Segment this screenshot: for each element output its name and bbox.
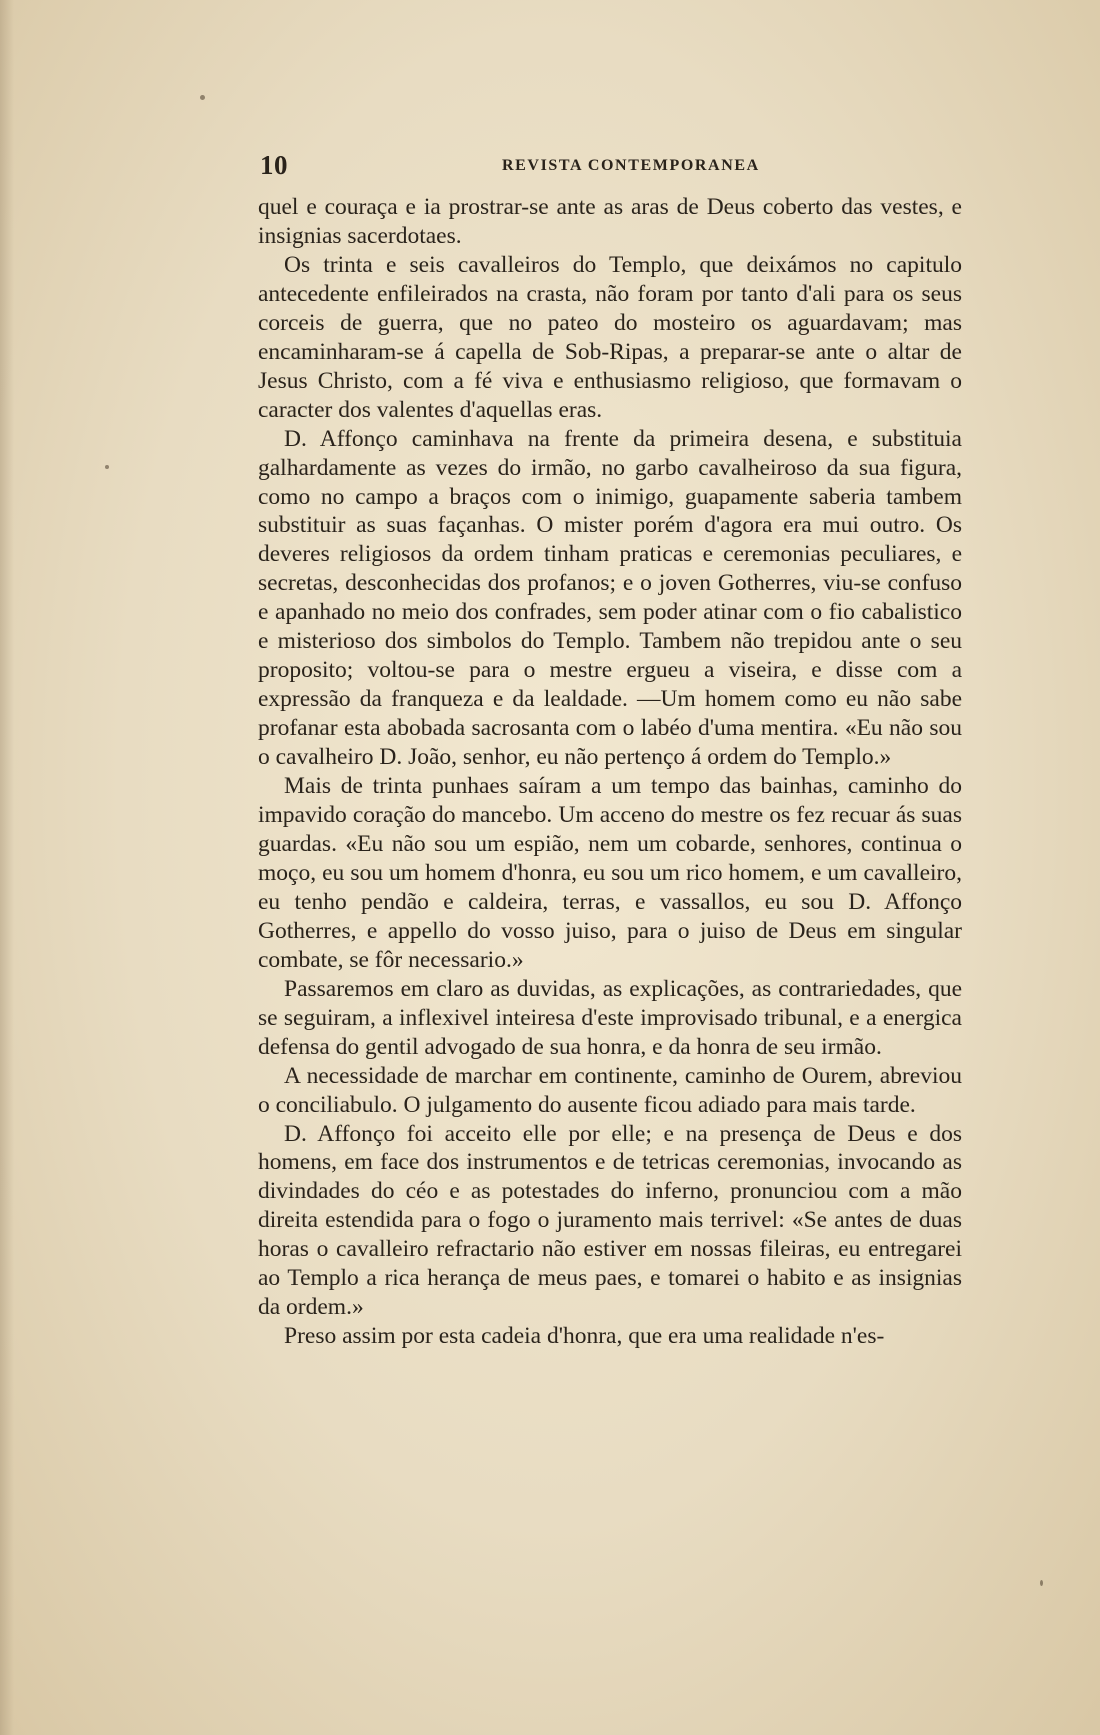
page-number: 10 xyxy=(260,150,288,180)
body-text xyxy=(258,193,962,1351)
running-head: REVISTA CONTEMPORANEA xyxy=(502,157,760,174)
paragraph: D. Affonço foi acceito elle por elle; e na presença de Deus e dos homens, em face dos instrumentos e de tetricas ceremonias, invocando as divindades do céo e as potestades do inferno, pronunciou com a mão direita estendida para o fogo o juramento mais terrivel: «Se antes de duas horas o cavalleiro refractario não estiver em nossas fileiras, eu entregarei ao Templo a rica herança de meus paes, e tomarei o habito e as insignias da ordem.» xyxy=(258,1120,962,1321)
paper-speck xyxy=(105,465,109,469)
paragraph: D. Affonço caminhava na frente da primeira desena, e substituia galhardamente as vezes do irmão, no garbo cavalheiroso da sua figura, como no campo a braços com o inimigo, guapamente saberia tambem substituir as suas façanhas. O mister porém d'agora era mui outro. Os deveres religiosos da ordem tinham praticas e ceremonias peculiares, e secretas, desconhecidas dos profanos; e o joven Gotherres, viu-se confuso e apanhado no meio dos confrades, sem poder atinar com o fio cabalistico e misterioso dos simbolos do Templo. Tambem não trepidou ante o seu proposito; voltou-se para o mestre ergueu a viseira, e disse com a expressão da franqueza e da lealdade. —Um homem como eu não sabe profanar esta abobada sacrosanta com o labéo d'uma mentira. «Eu não sou o cavalheiro D. João, senhor, eu não pertenço á ordem do Templo.» xyxy=(258,425,962,771)
paragraph: Passaremos em claro as duvidas, as explicações, as contrariedades, que se seguiram, a inflexivel inteiresa d'este improvisado tribunal, e a energica defensa do gentil advogado de sua honra, e da honra de seu irmão. xyxy=(258,975,962,1060)
paragraph: Os trinta e seis cavalleiros do Templo, que deixámos no capitulo antecedente enfileirados na crasta, não foram por tanto d'ali para os seus corceis de guerra, que no pateo do mosteiro os aguardavam; mas encaminharam-se á capella de Sob-Ripas, a preparar-se ante o altar de Jesus Christo, com a fé viva e enthusiasmo religioso, que formavam o caracter dos valentes d'aquellas eras. xyxy=(258,251,962,423)
paper-speck xyxy=(1040,1580,1043,1586)
page-edge-shadow xyxy=(0,0,14,1735)
paragraph: A necessidade de marchar em continente, caminho de Ourem, abreviou o conciliabulo. O julgamento do ausente ficou adiado para mais tarde. xyxy=(258,1062,962,1118)
paragraph: Mais de trinta punhaes saíram a um tempo das bainhas, caminho do impavido coração do mancebo. Um acceno do mestre os fez recuar ás suas guardas. «Eu não sou um espião, nem um cobarde, senhores, continua o moço, eu sou um homem d'honra, eu sou um rico homem, e um cavalleiro, eu tenho pendão e caldeira, terras, e vassallos, eu sou D. Affonço Gotherres, e appello do vosso juiso, para o juiso de Deus em singular combate, se fôr necessario.» xyxy=(258,773,962,973)
paper-speck xyxy=(200,95,205,100)
page-header xyxy=(260,148,960,182)
paragraph: quel e couraça e ia prostrar-se ante as aras de Deus coberto das vestes, e insignias sacerdotaes. xyxy=(258,194,962,249)
paragraph: Preso assim por esta cadeia d'honra, que era uma realidade n'es- xyxy=(284,1323,885,1350)
